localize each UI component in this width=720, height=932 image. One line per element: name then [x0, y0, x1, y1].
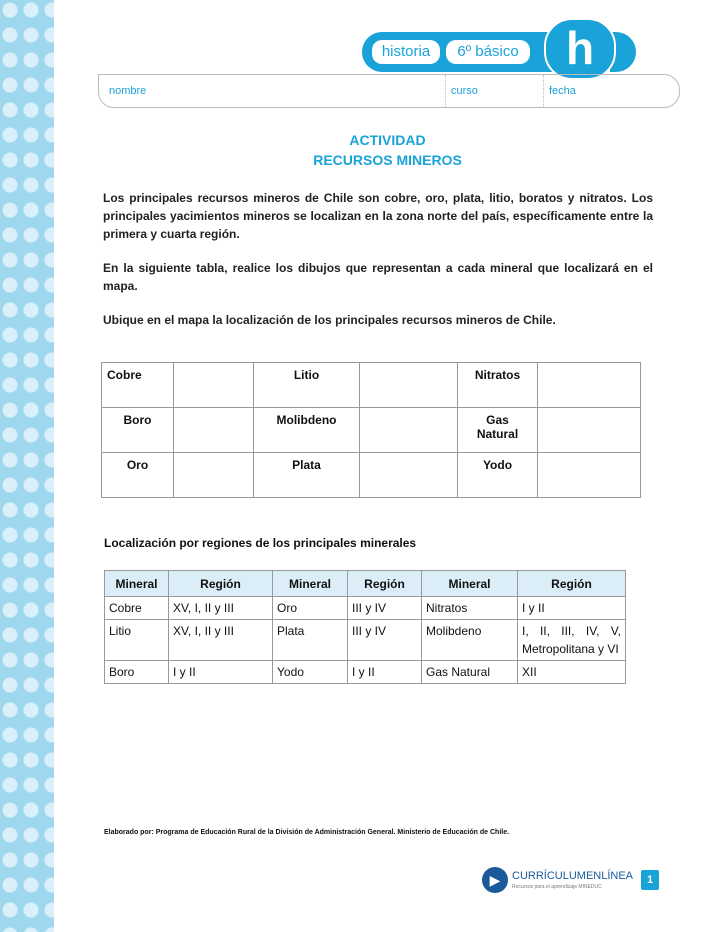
subject-badge: historia [372, 40, 440, 64]
cell: Oro [273, 597, 348, 620]
mineral-cell: Plata [254, 453, 360, 498]
column-header: Mineral [422, 571, 518, 597]
mineral-cell: Nitratos [458, 363, 538, 408]
drawing-table [101, 362, 641, 498]
grade-badge: 6º básico [446, 40, 530, 64]
drawing-cell[interactable] [360, 363, 458, 408]
cell: Plata [273, 620, 348, 661]
table-header-row [105, 571, 626, 597]
cell: I, II, III, IV, V, Metropolitana y VI [518, 620, 626, 661]
cell: XV, I, II y III [169, 620, 273, 661]
region-table [104, 570, 626, 684]
cell: Nitratos [422, 597, 518, 620]
cell: XII [518, 661, 626, 684]
mineral-cell: Gas Natural [458, 408, 538, 453]
credit-text: Elaborado por: Programa de Educación Rural de la División de Administración General. Ministerio de Educación de Chile. [104, 829, 510, 836]
table-row [105, 661, 626, 684]
mineral-cell: Boro [102, 408, 174, 453]
cell: Molibdeno [422, 620, 518, 661]
mineral-cell: Oro [102, 453, 174, 498]
cell: Litio [105, 620, 169, 661]
drawing-cell[interactable] [538, 453, 641, 498]
drawing-cell[interactable] [538, 363, 641, 408]
map-instruction: Ubique en el mapa la localización de los principales recursos mineros de Chile. [103, 313, 556, 327]
table-row [105, 597, 626, 620]
subject-logo: h [544, 18, 616, 80]
course-field[interactable]: curso [451, 85, 478, 97]
drawing-cell[interactable] [174, 453, 254, 498]
mineral-cell: Litio [254, 363, 360, 408]
table-row [102, 363, 641, 408]
activity-title: ACTIVIDAD [349, 132, 426, 148]
cell: Gas Natural [422, 661, 518, 684]
activity-subtitle: RECURSOS MINEROS [313, 152, 462, 168]
instruction-paragraph: En la siguiente tabla, realice los dibujos que representan a cada mineral que localizará en el mapa. [103, 261, 653, 293]
table-row [105, 620, 626, 661]
table-row [102, 408, 641, 453]
mineral-cell: Yodo [458, 453, 538, 498]
mineral-cell: Cobre [102, 363, 174, 408]
drawing-cell[interactable] [538, 408, 641, 453]
page-number: 1 [641, 870, 659, 890]
cell: I y II [169, 661, 273, 684]
column-header: Región [518, 571, 626, 597]
drawing-cell[interactable] [360, 408, 458, 453]
table-row [102, 453, 641, 498]
column-header: Región [348, 571, 422, 597]
name-field[interactable]: nombre [109, 85, 147, 97]
drawing-cell[interactable] [360, 453, 458, 498]
brand-name: CURRÍCULUMENLÍNEA [512, 870, 634, 882]
cell: III y IV [348, 620, 422, 661]
intro-paragraph: Los principales recursos mineros de Chile son cobre, oro, plata, litio, boratos y nitratos. Los principales yacimientos mineros se localizan en la zona norte del país, específicamente entre la primera y cuarta región. [103, 191, 653, 241]
column-header: Mineral [273, 571, 348, 597]
cell: XV, I, II y III [169, 597, 273, 620]
cell: Cobre [105, 597, 169, 620]
cell: I y II [348, 661, 422, 684]
brand-subtitle: Recursos para el aprendizaje MINEDUC [512, 884, 602, 890]
column-header: Mineral [105, 571, 169, 597]
cell: III y IV [348, 597, 422, 620]
date-field[interactable]: fecha [549, 85, 576, 97]
column-header: Región [169, 571, 273, 597]
mineral-cell: Molibdeno [254, 408, 360, 453]
student-info-bar [98, 74, 680, 108]
region-table-title: Localización por regiones de los principales minerales [104, 536, 417, 550]
drawing-cell[interactable] [174, 408, 254, 453]
play-logo-icon: ▶ [482, 867, 508, 893]
drawing-cell[interactable] [174, 363, 254, 408]
cell: I y II [518, 597, 626, 620]
cell: Boro [105, 661, 169, 684]
cell: Yodo [273, 661, 348, 684]
